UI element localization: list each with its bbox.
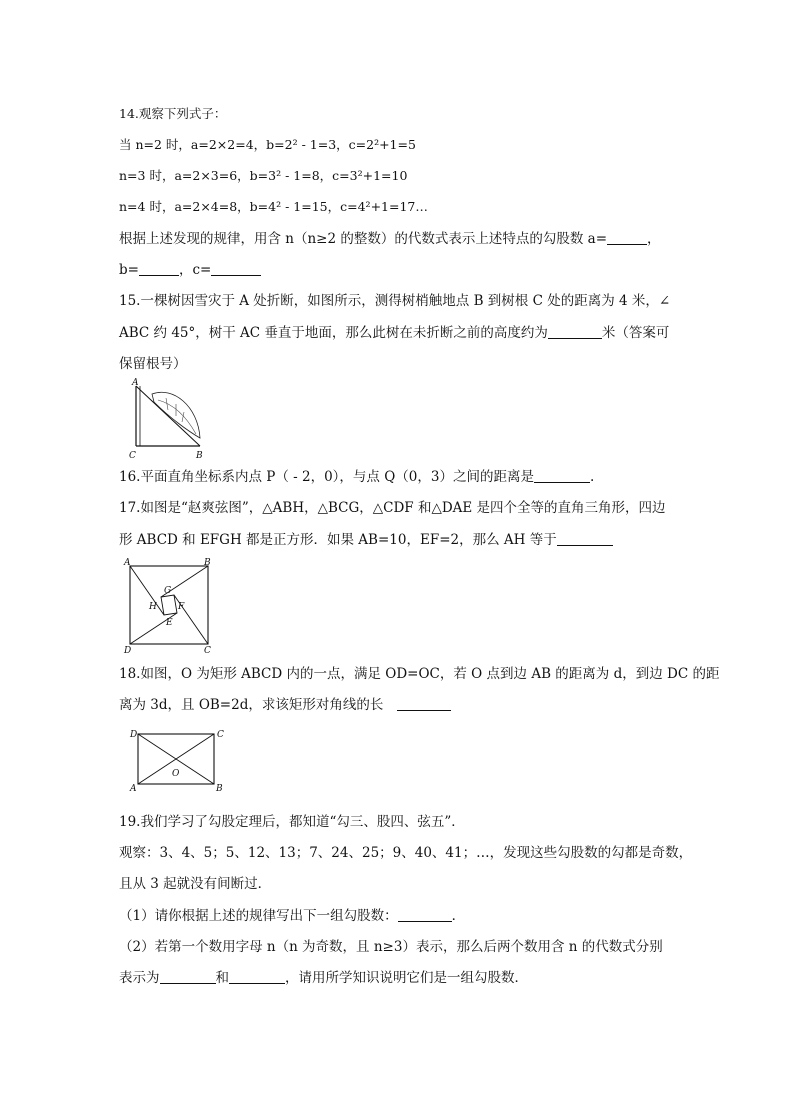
q16-tail: .	[589, 469, 595, 485]
q17-label-b: B	[204, 558, 211, 568]
q15-line-3: 保留根号）	[119, 356, 187, 372]
q19-part-2-cont	[119, 970, 528, 986]
q19-part-1	[119, 908, 465, 924]
q14-blank-c[interactable]	[211, 263, 261, 276]
q14-prompt-text: 根据上述发现的规律，用含 n（n≥2 的整数）的代数式表示上述特点的勾股数 a=	[119, 231, 608, 247]
q17-label-e: E	[166, 618, 173, 628]
q14-heading: 14.观察下列式子：	[119, 106, 227, 121]
q16-blank[interactable]	[534, 470, 590, 483]
q18-label-b: B	[216, 784, 223, 794]
q14-c-label: ，c=	[178, 262, 212, 278]
q15-foliage-veins	[158, 398, 196, 434]
q15-blank[interactable]	[548, 326, 602, 339]
q14-blank-b[interactable]	[139, 263, 179, 276]
q14-answers	[119, 262, 261, 278]
q19-part-2-text-b: 和	[215, 970, 229, 986]
q18-line-2	[119, 697, 451, 713]
q17-label-d: D	[124, 646, 132, 654]
q14-b-label: b=	[119, 262, 139, 278]
q19-blank-3[interactable]	[229, 971, 285, 984]
q14-case-n4: n=4 时，a=2×4=8，b=4² - 1=15，c=4²+1=17…	[119, 199, 428, 214]
q17-square-abcd	[130, 566, 208, 644]
q15-line-1: 15.一棵树因雪灾于 A 处折断，如图所示，测得树梢触地点 B 到树根 C 处的距离为 4 米，∠	[119, 293, 671, 309]
q17-zhao-shuang-figure	[118, 556, 218, 654]
q19-part-2-text-c: ，请用所学知识说明它们是一组勾股数．	[285, 970, 528, 986]
q15-tree-figure	[118, 376, 218, 460]
q18-line-2-text: 离为 3d，且 OB=2d，求该矩形对角线的长	[119, 697, 384, 713]
q16-line	[119, 469, 594, 485]
q17-label-h: H	[149, 602, 157, 612]
q17-label-f: F	[178, 602, 185, 612]
q17-square-efgh	[161, 595, 177, 615]
q14-prompt	[119, 231, 661, 247]
q17-label-a: A	[124, 558, 131, 568]
q19-part-1-tail: ．	[451, 908, 466, 924]
q18-label-c: C	[217, 730, 224, 740]
q19-part-2: （2）若第一个数用字母 n（n 为奇数，且 n≥3）表示，那么后两个数用含 n 的代数式分别	[119, 939, 663, 955]
q17-blank[interactable]	[557, 533, 613, 546]
q16-text: 16.平面直角坐标系内点 P（ - 2，0），与点 Q（0，3）之间的距离是	[119, 469, 534, 485]
q17-line-2-text: 形 ABCD 和 EFGH 都是正方形．如果 AB=10，EF=2，那么 AH 等于	[119, 532, 557, 548]
q19-part-1-text: （1）请你根据上述的规律写出下一组勾股数：	[119, 908, 398, 924]
q14-prompt-tail: ，	[647, 231, 661, 247]
q19-blank-2[interactable]	[160, 971, 216, 984]
q15-line-2-tail: 米（答案可	[601, 325, 670, 341]
q18-label-a: A	[130, 784, 137, 794]
q18-label-o: O	[172, 769, 180, 779]
q15-line-2	[119, 325, 669, 341]
q15-broken-part-ab	[136, 386, 200, 446]
q18-rectangle-figure	[120, 724, 236, 796]
q17-line-1: 17.如图是“赵爽弦图”，△ABH，△BCG，△CDF 和△DAE 是四个全等的直角三角形，四边	[119, 500, 666, 516]
q14-case-n2: 当 n=2 时，a=2×2=4，b=2² - 1=3，c=2²+1=5	[119, 137, 416, 152]
q17-label-c: C	[204, 646, 211, 654]
q15-line-2-text: ABC 约 45°，树干 AC 垂直于地面，那么此树在未折断之前的高度约为	[119, 325, 548, 341]
q15-label-b: B	[196, 451, 203, 460]
q15-label-c: C	[129, 451, 136, 460]
q15-label-a: A	[132, 378, 139, 388]
q18-label-d: D	[130, 730, 138, 740]
q18-line-1: 18.如图，O 为矩形 ABCD 内的一点，满足 OD=OC，若 O 点到边 AB 的距离为 d，到边 DC 的距	[119, 666, 720, 682]
q19-blank-1[interactable]	[398, 909, 452, 922]
q14-case-n3: n=3 时，a=2×3=6，b=3² - 1=8，c=3²+1=10	[119, 168, 408, 183]
q19-line-2: 观察：3、4、5；5、12、13；7、24、25；9、40、41；…，发现这些勾股数的勾都是奇数，	[119, 845, 693, 861]
q19-part-2-text-a: 表示为	[119, 970, 160, 986]
q14-blank-a[interactable]	[607, 232, 647, 245]
q19-line-1: 19.我们学习了勾股定理后，都知道“勾三、股四、弦五”．	[119, 814, 465, 830]
q19-line-3: 且从 3 起就没有间断过．	[119, 876, 272, 892]
q17-line-2	[119, 532, 613, 548]
q17-label-g: G	[164, 586, 172, 596]
q17-segment-ah	[130, 566, 164, 615]
q18-blank[interactable]	[397, 698, 451, 711]
